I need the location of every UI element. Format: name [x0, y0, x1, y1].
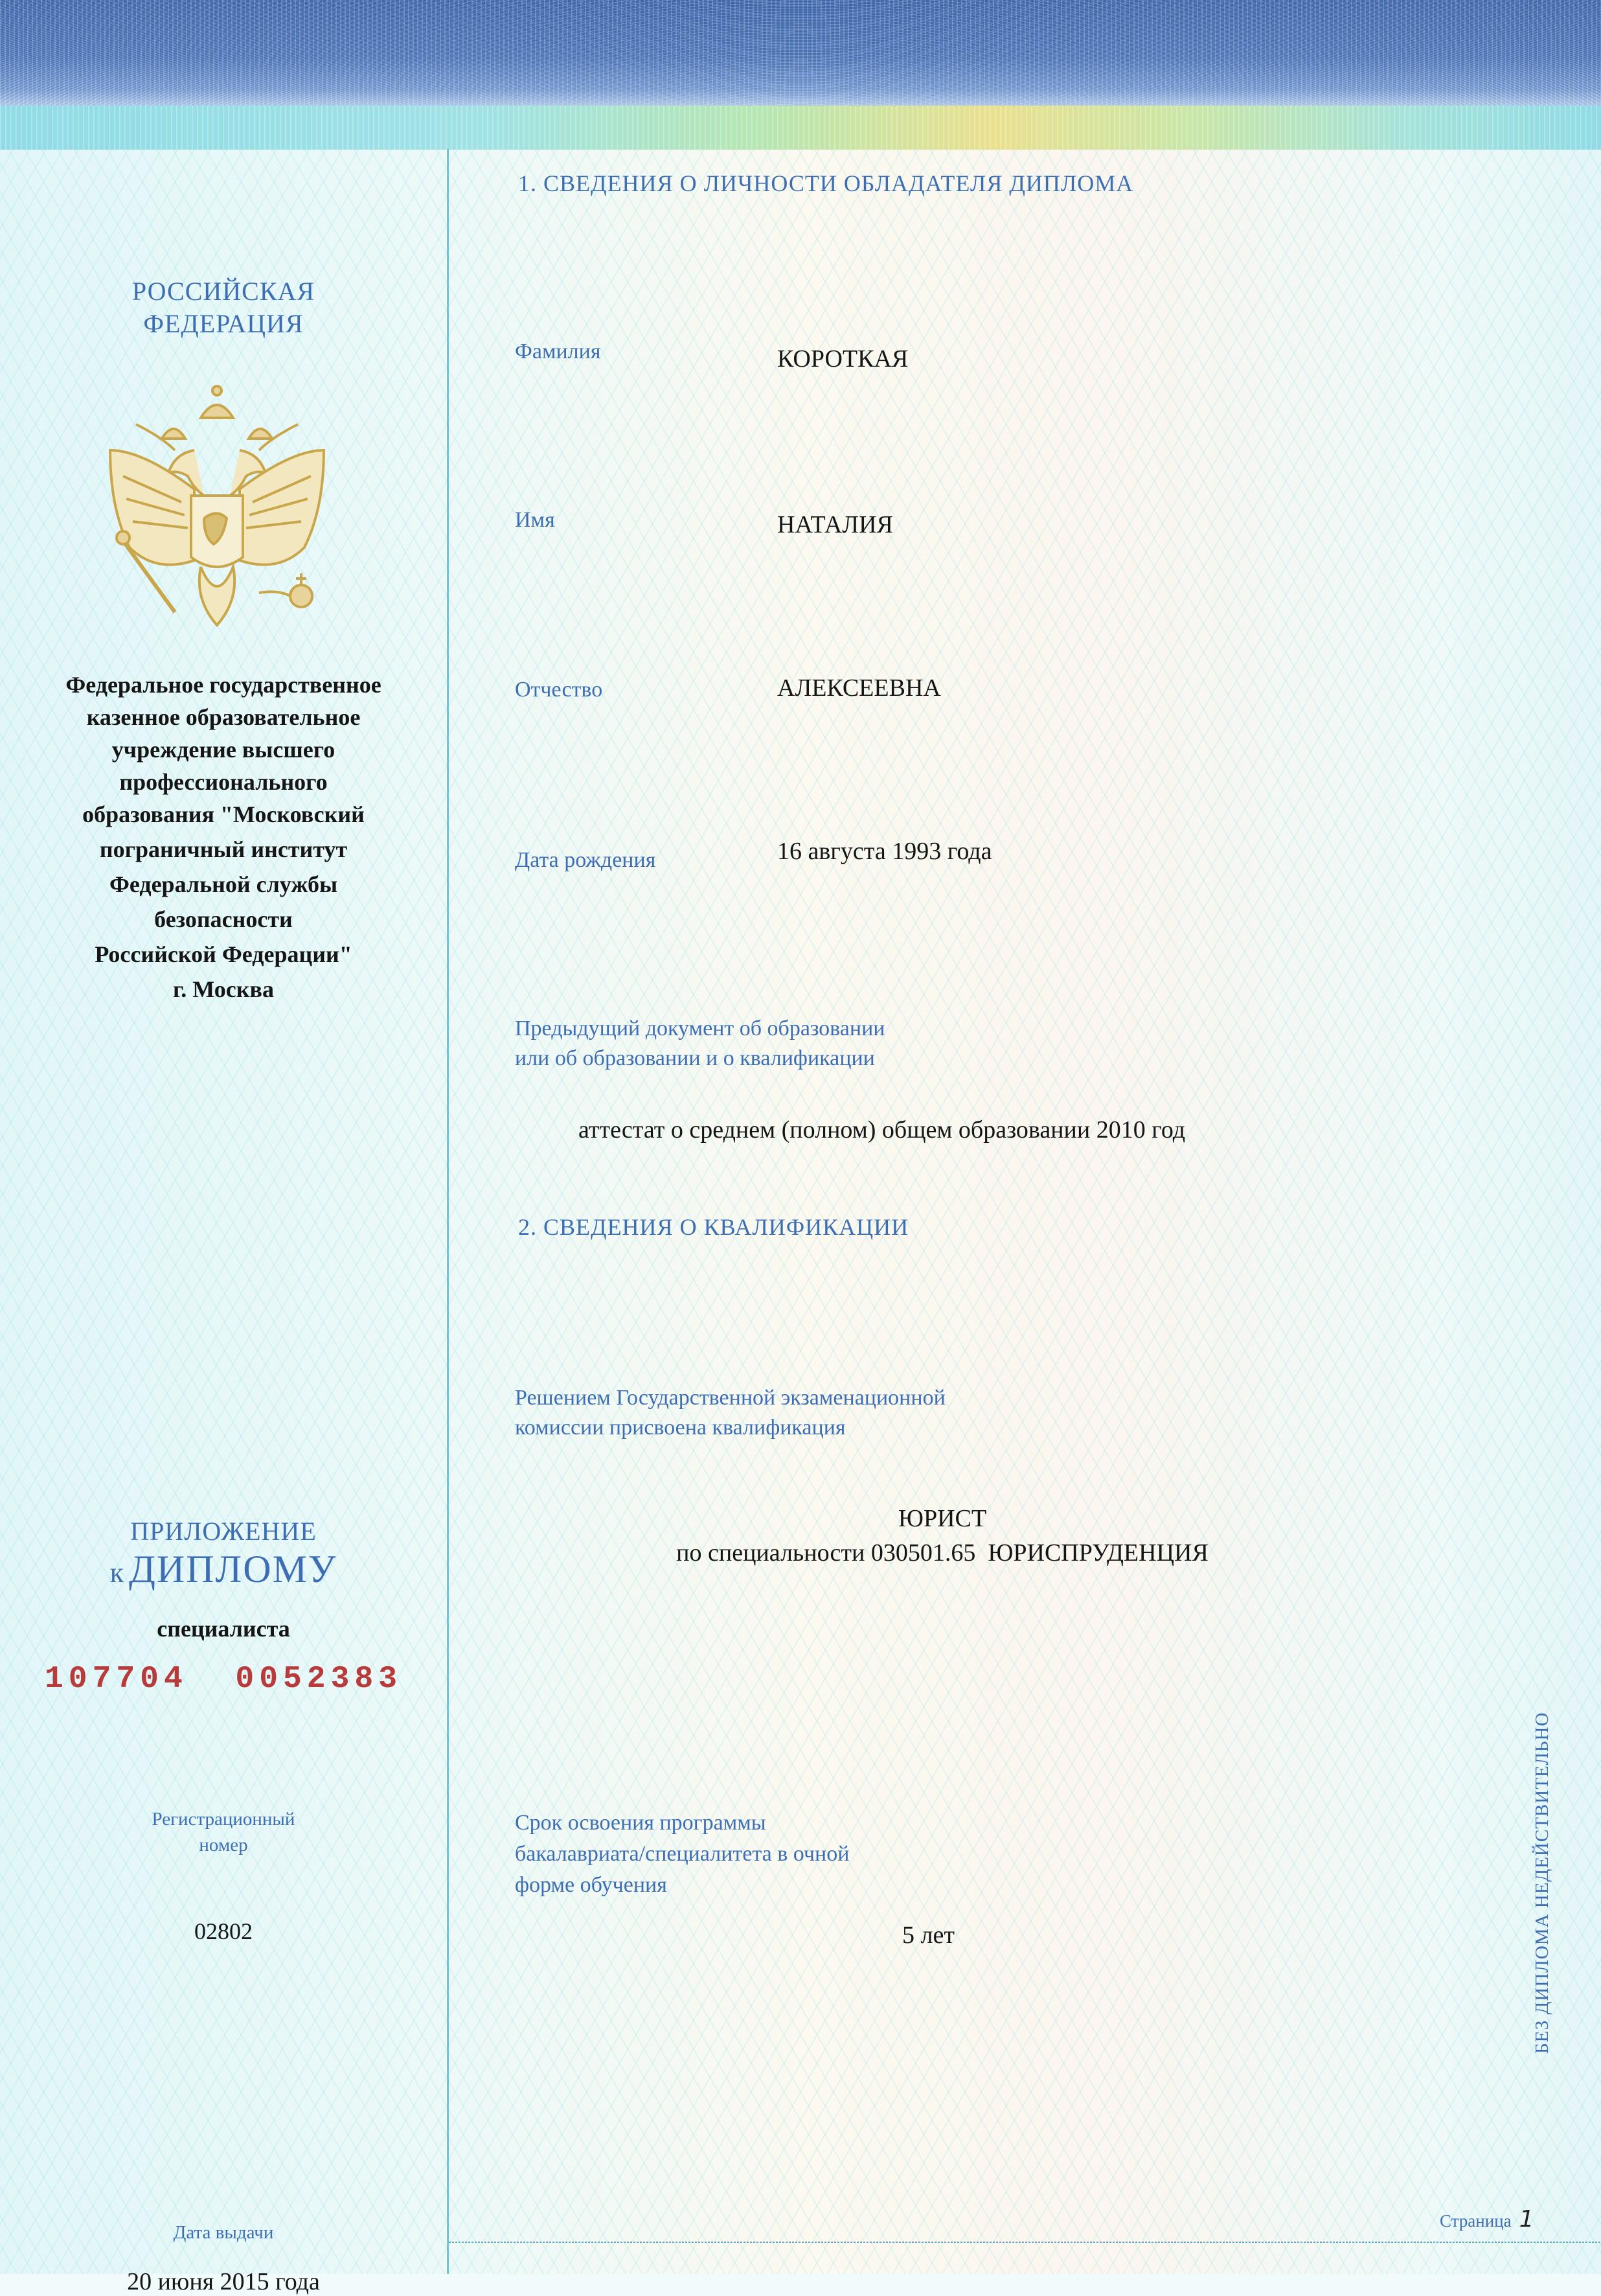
institution-line: Российской Федерации": [95, 941, 352, 967]
surname-value: КОРОТКАЯ: [777, 345, 909, 373]
section-2-title: 2. СВЕДЕНИЯ О КВАЛИФИКАЦИИ: [518, 1214, 909, 1240]
institution-name: [0, 669, 447, 1005]
surname-label: Фамилия: [515, 339, 601, 363]
institution-line: профессионального: [119, 769, 328, 795]
serial-number: 107704 0052383: [44, 1662, 403, 1697]
specialty-value: по специальности 030501.65 ЮРИСПРУДЕНЦИЯ: [676, 1539, 1209, 1567]
birth-date-label: Дата рождения: [515, 848, 656, 872]
duration-label-line-3: форме обучения: [515, 1873, 667, 1897]
program-duration-label: [515, 1808, 849, 1901]
guilloche-color-band: [0, 106, 1601, 150]
russian-coat-of-arms-icon: [97, 379, 337, 638]
institution-line: безопасности: [154, 906, 293, 932]
patronymic-value: АЛЕКСЕЕВНА: [777, 674, 941, 702]
duration-label-line-2: бакалавриата/специалитета в очной: [515, 1842, 850, 1866]
page-label: Страница: [1440, 2211, 1512, 2231]
reg-label-line-2: номер: [199, 1835, 248, 1855]
appendix-title-word: ДИПЛОМУ: [128, 1548, 337, 1590]
birth-date-value: 16 августа 1993 года: [777, 838, 992, 865]
previous-document-value: аттестат о среднем (полном) общем образовании 2010 год: [578, 1116, 1186, 1143]
prev-doc-label-line-1: Предыдущий документ об образовании: [515, 1016, 885, 1040]
institution-line: пограничный институт: [99, 836, 348, 862]
qualification-value: ЮРИСТ: [898, 1505, 987, 1532]
guilloche-top-band: [0, 0, 1601, 106]
qual-label-line-1: Решением Государственной экзаменационной: [515, 1386, 946, 1410]
name-label: Имя: [515, 508, 555, 532]
country-title: [0, 275, 447, 340]
left-column: [0, 149, 447, 2295]
institution-line: Федеральной службы: [109, 871, 338, 897]
patronymic-label: Отчество: [515, 678, 603, 702]
validity-note: БЕЗ ДИПЛОМА НЕДЕЙСТВИТЕЛЬНО: [1532, 1712, 1552, 2054]
institution-line: г. Москва: [173, 976, 274, 1002]
appendix-title-line-1: ПРИЛОЖЕНИЕ: [130, 1517, 317, 1546]
reg-label-line-1: Регистрационный: [152, 1809, 295, 1830]
institution-line: учреждение высшего: [111, 737, 335, 763]
section-1-title: 1. СВЕДЕНИЯ О ЛИЧНОСТИ ОБЛАДАТЕЛЯ ДИПЛОМА: [518, 170, 1134, 196]
duration-label-line-1: Срок освоения программы: [515, 1811, 766, 1835]
country-line-1: РОССИЙСКАЯ: [131, 277, 315, 306]
appendix-title-line-2: [0, 1547, 447, 1592]
column-divider: [447, 149, 449, 2274]
qualification-label: [515, 1383, 946, 1443]
page-number-value: 1: [1519, 2206, 1534, 2233]
issue-date: 20 июня 2015 года: [127, 2268, 320, 2295]
name-value: НАТАЛИЯ: [777, 511, 893, 538]
institution-line: казенное образовательное: [86, 704, 361, 730]
degree-level: специалиста: [157, 1616, 290, 1642]
issue-date-label: Дата выдачи: [173, 2222, 274, 2243]
page-number: [1440, 2206, 1534, 2233]
institution-line: Федеральное государственное: [65, 672, 381, 698]
appendix-title-prefix: к: [109, 1557, 125, 1589]
prev-doc-label-line-2: или об образовании и о квалификации: [515, 1046, 875, 1070]
registration-number: 02802: [194, 1918, 253, 1944]
qual-label-line-2: комиссии присвоена квалификация: [515, 1416, 846, 1440]
institution-line: образования "Московский: [82, 801, 365, 827]
registration-number-label: [0, 1806, 447, 1858]
country-line-2: ФЕДЕРАЦИЯ: [143, 309, 304, 338]
previous-document-label: [515, 1014, 885, 1073]
program-duration-value: 5 лет: [902, 1922, 955, 1949]
microtext-rule: [449, 2242, 1601, 2243]
